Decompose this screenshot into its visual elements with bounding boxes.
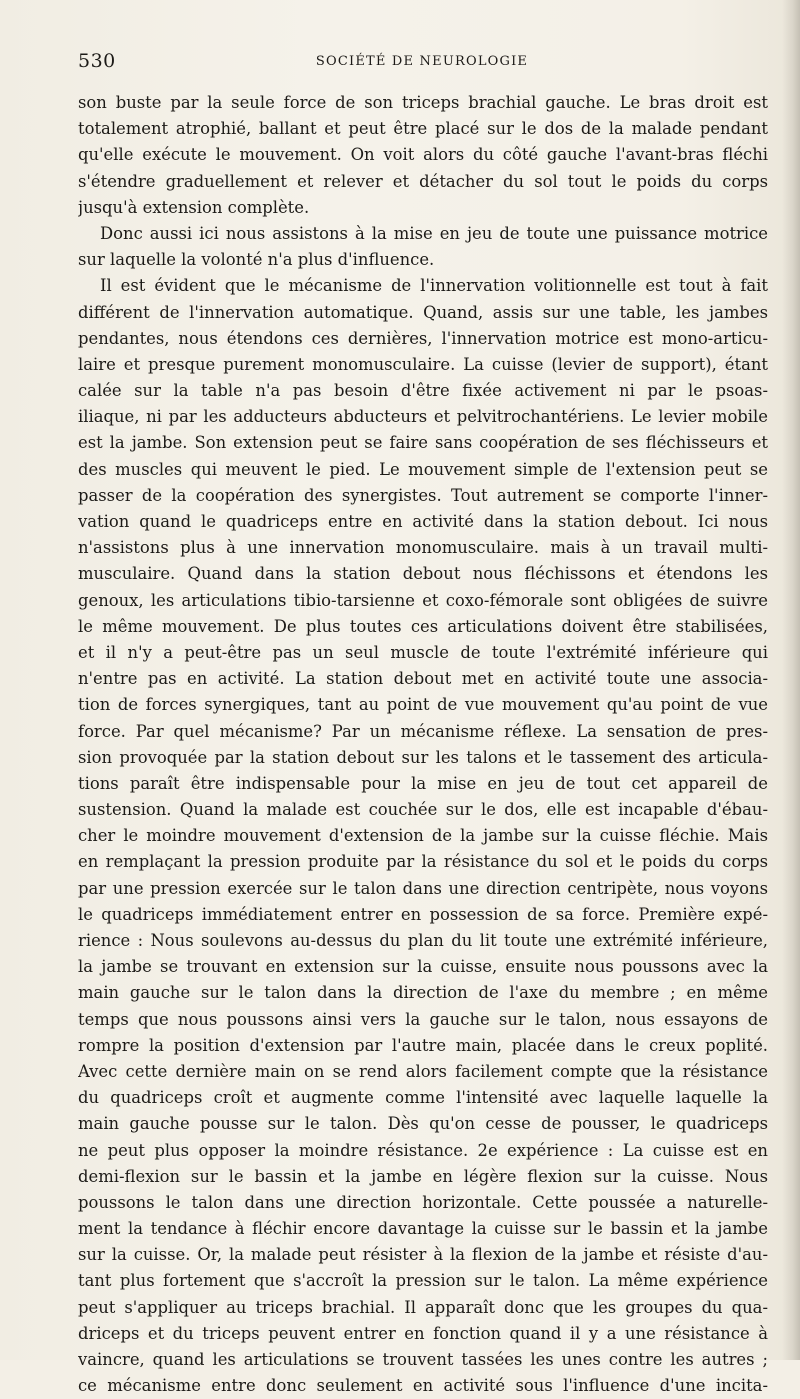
text-line: par une pression exercée sur le talon dans une direction centripète, nous voyons [78, 878, 768, 898]
text-line: cher le moindre mouvement d'extension de la jambe sur la cuisse fléchie. Mais [78, 826, 768, 846]
text-line: tions paraît être indispensable pour la mise en jeu de tout cet appareil de [78, 773, 768, 793]
text-line: n'assistons plus à une innervation monomusculaire. mais à un travail multi- [78, 538, 768, 558]
text-line: sur laquelle la volonté n'a plus d'influence. [78, 250, 435, 270]
text-line: Donc aussi ici nous assistons à la mise en jeu de toute une puissance motrice [100, 223, 768, 243]
text-line: main gauche sur le talon dans la direction de l'axe du membre ; en même [78, 983, 768, 1003]
text-line: ce mécanisme entre donc seulement en activité sous l'influence d'une incita- [78, 1376, 768, 1396]
text-line: la jambe se trouvant en extension sur la cuisse, ensuite nous poussons avec la [78, 957, 768, 977]
page-number: 530 [78, 50, 116, 72]
text-line: le même mouvement. De plus toutes ces articulations doivent être stabilisées, [78, 616, 768, 636]
text-line: vation quand le quadriceps entre en activité dans la station debout. Ici nous [78, 512, 768, 531]
text-line: est la jambe. Son extension peut se faire sans coopération de ses fléchisseurs et [78, 433, 768, 453]
text-line: passer de la coopération des synergistes. Tout autrement se comporte l'inner- [78, 485, 768, 505]
text-line: son buste par la seule force de son triceps brachial gauche. Le bras droit est [78, 93, 768, 112]
text-line: driceps et du triceps peuvent entrer en fonction quand il y a une résistance à [78, 1323, 768, 1343]
text-line: sur la cuisse. Or, la malade peut résister à la flexion de la jambe et résiste d'au- [78, 1245, 768, 1265]
text-line: vaincre, quand les articulations se trouvent tassées les unes contre les autres ; [78, 1350, 768, 1369]
text-line: rience : Nous soulevons au-dessus du plan du lit toute une extrémité inférieure, [78, 931, 768, 950]
text-line: n'entre pas en activité. La station debout met en activité toute une associa- [78, 669, 768, 689]
text-line: main gauche pousse sur le talon. Dès qu'on cesse de pousser, le quadriceps [78, 1114, 768, 1134]
text-line: du quadriceps croît et augmente comme l'intensité avec laquelle laquelle la [78, 1088, 768, 1108]
text-line: musculaire. Quand dans la station debout nous fléchissons et étendons les [78, 564, 768, 584]
text-line: peut s'appliquer au triceps brachial. Il apparaît donc que les groupes du qua- [78, 1297, 768, 1317]
text-line: le quadriceps immédiatement entrer en possession de sa force. Première expé- [78, 904, 768, 924]
text-line: tant plus fortement que s'accroît la pression sur le talon. La même expérience [78, 1271, 768, 1291]
text-line: qu'elle exécute le mouvement. On voit alors du côté gauche l'avant-bras fléchi [78, 145, 768, 165]
text-line: poussons le talon dans une direction horizontale. Cette poussée a naturelle- [78, 1192, 768, 1212]
text-line: ment la tendance à fléchir encore davantage la cuisse sur le bassin et la jambe [78, 1219, 768, 1239]
body-text [78, 90, 768, 1399]
text-line: sustension. Quand la malade est couchée sur le dos, elle est incapable d'ébau- [78, 800, 768, 820]
text-line: genoux, les articulations tibio-tarsienne et coxo-fémorale sont obligées de suivre [78, 590, 768, 610]
text-line: pendantes, nous étendons ces dernières, l'innervation motrice est mono-articu- [78, 328, 768, 348]
page-edge-shadow [782, 0, 800, 1360]
text-line: calée sur la table n'a pas besoin d'être fixée activement ni par le psoas- [78, 381, 768, 401]
text-line: laire et presque purement monomusculaire. La cuisse (levier de support), étant [78, 354, 768, 374]
text-line: totalement atrophié, ballant et peut être placé sur le dos de la malade pendant [78, 119, 768, 139]
text-line: jusqu'à extension complète. [78, 197, 310, 217]
text-line: iliaque, ni par les adducteurs abducteurs et pelvitrochantériens. Le levier mobile [78, 407, 768, 427]
running-title: SOCIÉTÉ DE NEUROLOGIE [315, 54, 529, 69]
text-line: des muscles qui meuvent le pied. Le mouvement simple de l'extension peut se [78, 459, 768, 479]
text-line: force. Par quel mécanisme? Par un mécanisme réflexe. La sensation de pres- [78, 721, 768, 741]
text-line: différent de l'innervation automatique. Quand, assis sur une table, les jambes [78, 302, 768, 322]
text-line: temps que nous poussons ainsi vers la gauche sur le talon, nous essayons de [78, 1009, 768, 1029]
text-line: ne peut plus opposer la moindre résistance. 2e expérience : La cuisse est en [78, 1140, 768, 1160]
text-line: Avec cette dernière main on se rend alors facilement compte que la résistance [78, 1061, 768, 1081]
text-line: et il n'y a peut-être pas un seul muscle de toute l'extrémité inférieure qui [78, 642, 768, 662]
text-line: en remplaçant la pression produite par la résistance du sol et le poids du corps [78, 852, 768, 872]
text-line: sion provoquée par la station debout sur les talons et le tassement des articula- [78, 747, 768, 767]
page-header [78, 50, 766, 80]
text-line: tion de forces synergiques, tant au point de vue mouvement qu'au point de vue [78, 695, 768, 715]
text-line: demi-flexion sur le bassin et la jambe en légère flexion sur la cuisse. Nous [78, 1166, 768, 1186]
text-line: s'étendre graduellement et relever et détacher du sol tout le poids du corps [78, 171, 768, 191]
text-line: Il est évident que le mécanisme de l'innervation volitionnelle est tout à fait [100, 276, 768, 296]
text-line: rompre la position d'extension par l'autre main, placée dans le creux poplité. [78, 1035, 768, 1055]
